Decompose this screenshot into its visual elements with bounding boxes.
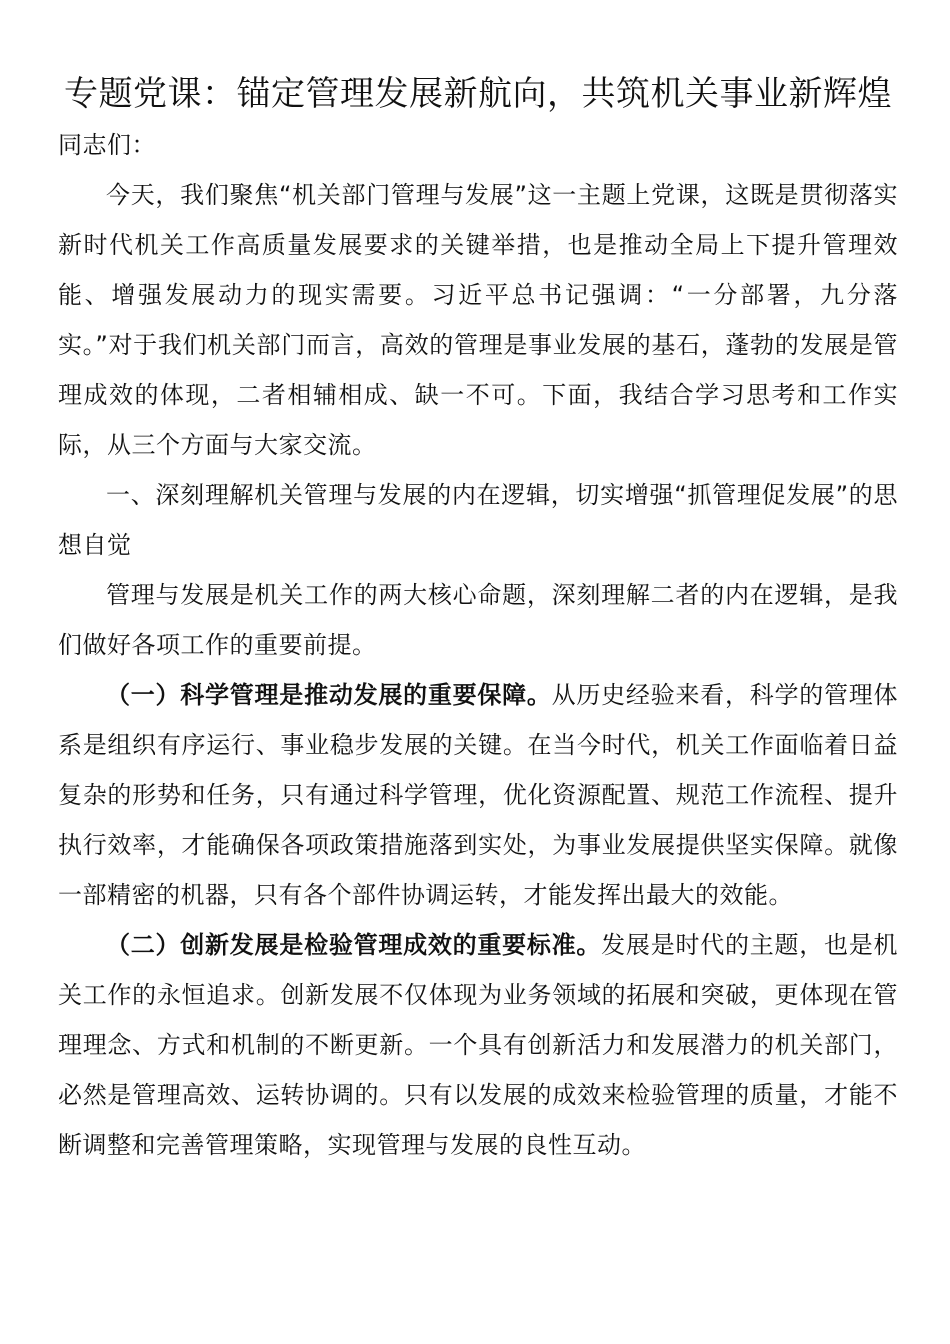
section-1-intro: 管理与发展是机关工作的两大核心命题，深刻理解二者的内在逻辑，是我们做好各项工作的重要前提。: [58, 581, 898, 659]
point-1-paragraph: [58, 670, 898, 920]
point-2-body: 发展是时代的主题，也是机关工作的永恒追求。创新发展不仅体现为业务领域的拓展和突破，更体现在管理理念、方式和机制的不断更新。一个具有创新活力和发展潜力的机关部门，必然是管理高效、运转协调的。只有以发展的成效来检验管理的质量，才能不断调整和完善管理策略，实现管理与发展的良性互动。: [58, 931, 899, 1159]
intro-paragraph: 今天，我们聚焦“机关部门管理与发展”这一主题上党课，这既是贯彻落实新时代机关工作高质量发展要求的关键举措，也是推动全局上下提升管理效能、增强发展动力的现实需要。习近平总书记强调：“一分部署，九分落实。”对于我们机关部门而言，高效的管理是事业发展的基石，蓬勃的发展是管理成效的体现，二者相辅相成、缺一不可。下面，我结合学习思考和工作实际，从三个方面与大家交流。: [58, 181, 898, 459]
point-2-paragraph: [58, 920, 898, 1170]
salutation: 同志们：: [58, 131, 156, 159]
document-title: 专题党课：锚定管理发展新航向，共筑机关事业新辉煌: [64, 74, 892, 114]
document-page: [58, 70, 898, 1170]
point-1-lead: （一）科学管理是推动发展的重要保障。: [106, 681, 552, 709]
point-1-body: 从历史经验来看，科学的管理体系是组织有序运行、事业稳步发展的关键。在当今时代，机关工作面临着日益复杂的形势和任务，只有通过科学管理，优化资源配置、规范工作流程、提升执行效率，才能确保各项政策措施落到实处，为事业发展提供坚实保障。就像一部精密的机器，只有各个部件协调运转，才能发挥出最大的效能。: [58, 681, 899, 909]
section-1-heading: 一、深刻理解机关管理与发展的内在逻辑，切实增强“抓管理促发展”的思想自觉: [58, 481, 898, 559]
point-2-lead: （二）创新发展是检验管理成效的重要标准。: [106, 931, 602, 959]
